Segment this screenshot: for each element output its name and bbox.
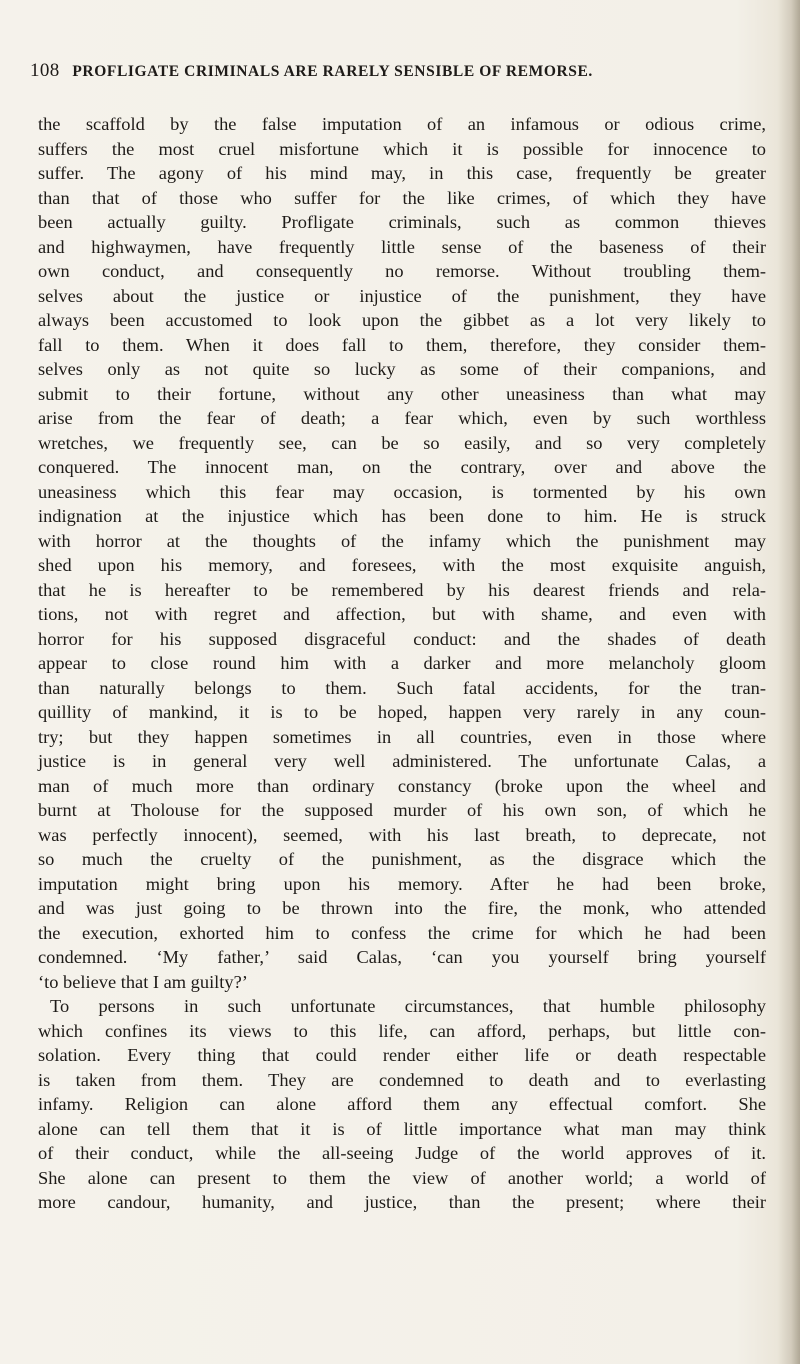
text-line: selves only as not quite so lucky as some of their companions, and <box>38 359 766 379</box>
text-line: burnt at Tholouse for the supposed murder of his own son, of which he <box>38 800 766 820</box>
text-line: condemned. ‘My father,’ said Calas, ‘can you yourself bring yourself <box>38 947 766 967</box>
text-line: shed upon his memory, and foresees, with the most exquisite anguish, <box>38 555 766 575</box>
page-edge-shadow <box>778 0 800 1364</box>
text-line: selves about the justice or injustice of the punishment, they have <box>38 285 766 306</box>
text-line: indignation at the injustice which has been done to him. He is struck <box>38 506 766 526</box>
running-head-title: PROFLIGATE CRIMINALS ARE RARELY SENSIBLE OF REMORSE. <box>72 63 593 80</box>
body-text <box>38 112 766 1215</box>
text-line: submit to their fortune, without any other uneasiness than what may <box>38 383 766 404</box>
running-head <box>30 60 770 82</box>
text-line: conquered. The innocent man, on the contrary, over and above the <box>38 457 766 477</box>
text-line: infamy. Religion can alone afford them any effectual comfort. She <box>38 1094 766 1114</box>
text-line: quillity of mankind, it is to be hoped, happen very rarely in any coun- <box>38 702 766 722</box>
text-line: own conduct, and consequently no remorse. Without troubling them- <box>38 261 766 281</box>
text-line: tions, not with regret and affection, but with shame, and even with <box>38 604 766 624</box>
text-line: To persons in such unfortunate circumstances, that humble philosophy <box>50 996 766 1016</box>
text-line: been actually guilty. Profligate criminals, such as common thieves <box>38 212 766 232</box>
text-line: the scaffold by the false imputation of an infamous or odious crime, <box>38 114 766 134</box>
text-line: alone can tell them that it is of little importance what man may think <box>38 1118 766 1139</box>
text-line: with horror at the thoughts of the infamy which the punishment may <box>38 530 766 551</box>
text-line: the execution, exhorted him to confess the crime for which he had been <box>38 922 766 943</box>
text-line: justice is in general very well administered. The unfortunate Calas, a <box>38 751 766 771</box>
text-line: more candour, humanity, and justice, than the present; where their <box>38 1192 766 1212</box>
text-line: solation. Every thing that could render either life or death respectable <box>38 1045 766 1065</box>
text-line: horror for his supposed disgraceful conduct: and the shades of death <box>38 628 766 649</box>
text-line: fall to them. When it does fall to them, therefore, they consider them- <box>38 334 766 355</box>
text-line: is taken from them. They are condemned to death and to everlasting <box>38 1069 766 1090</box>
text-line: try; but they happen sometimes in all countries, even in those where <box>38 726 766 747</box>
text-line: so much the cruelty of the punishment, as the disgrace which the <box>38 849 766 869</box>
text-line: than that of those who suffer for the like crimes, of which they have <box>38 187 766 208</box>
text-line: man of much more than ordinary constancy (broke upon the wheel and <box>38 775 766 796</box>
text-line: imputation might bring upon his memory. After he had been broke, <box>38 873 766 894</box>
text-line: suffers the most cruel misfortune which it is possible for innocence to <box>38 138 766 159</box>
text-line: wretches, we frequently see, can be so easily, and so very completely <box>38 432 766 453</box>
text-line: than naturally belongs to them. Such fatal accidents, for the tran- <box>38 677 766 698</box>
page-number: 108 <box>30 60 60 81</box>
text-line: was perfectly innocent), seemed, with his last breath, to deprecate, not <box>38 824 766 845</box>
text-line: ‘to believe that I am guilty?’ <box>38 971 248 992</box>
text-line: appear to close round him with a darker and more melancholy gloom <box>38 653 766 673</box>
text-line: which confines its views to this life, can afford, perhaps, but little con- <box>38 1020 766 1041</box>
text-line: uneasiness which this fear may occasion, is tormented by his own <box>38 481 766 502</box>
text-line: that he is hereafter to be remembered by his dearest friends and rela- <box>38 579 766 600</box>
text-line: of their conduct, while the all-seeing Judge of the world approves of it. <box>38 1143 766 1163</box>
text-line: suffer. The agony of his mind may, in this case, frequently be greater <box>38 163 766 183</box>
text-line: and highwaymen, have frequently little sense of the baseness of their <box>38 236 766 257</box>
text-line: and was just going to be thrown into the fire, the monk, who attended <box>38 898 766 918</box>
text-line: She alone can present to them the view of another world; a world of <box>38 1167 766 1188</box>
text-line: always been accustomed to look upon the gibbet as a lot very likely to <box>38 310 766 330</box>
text-line: arise from the fear of death; a fear which, even by such worthless <box>38 408 766 428</box>
